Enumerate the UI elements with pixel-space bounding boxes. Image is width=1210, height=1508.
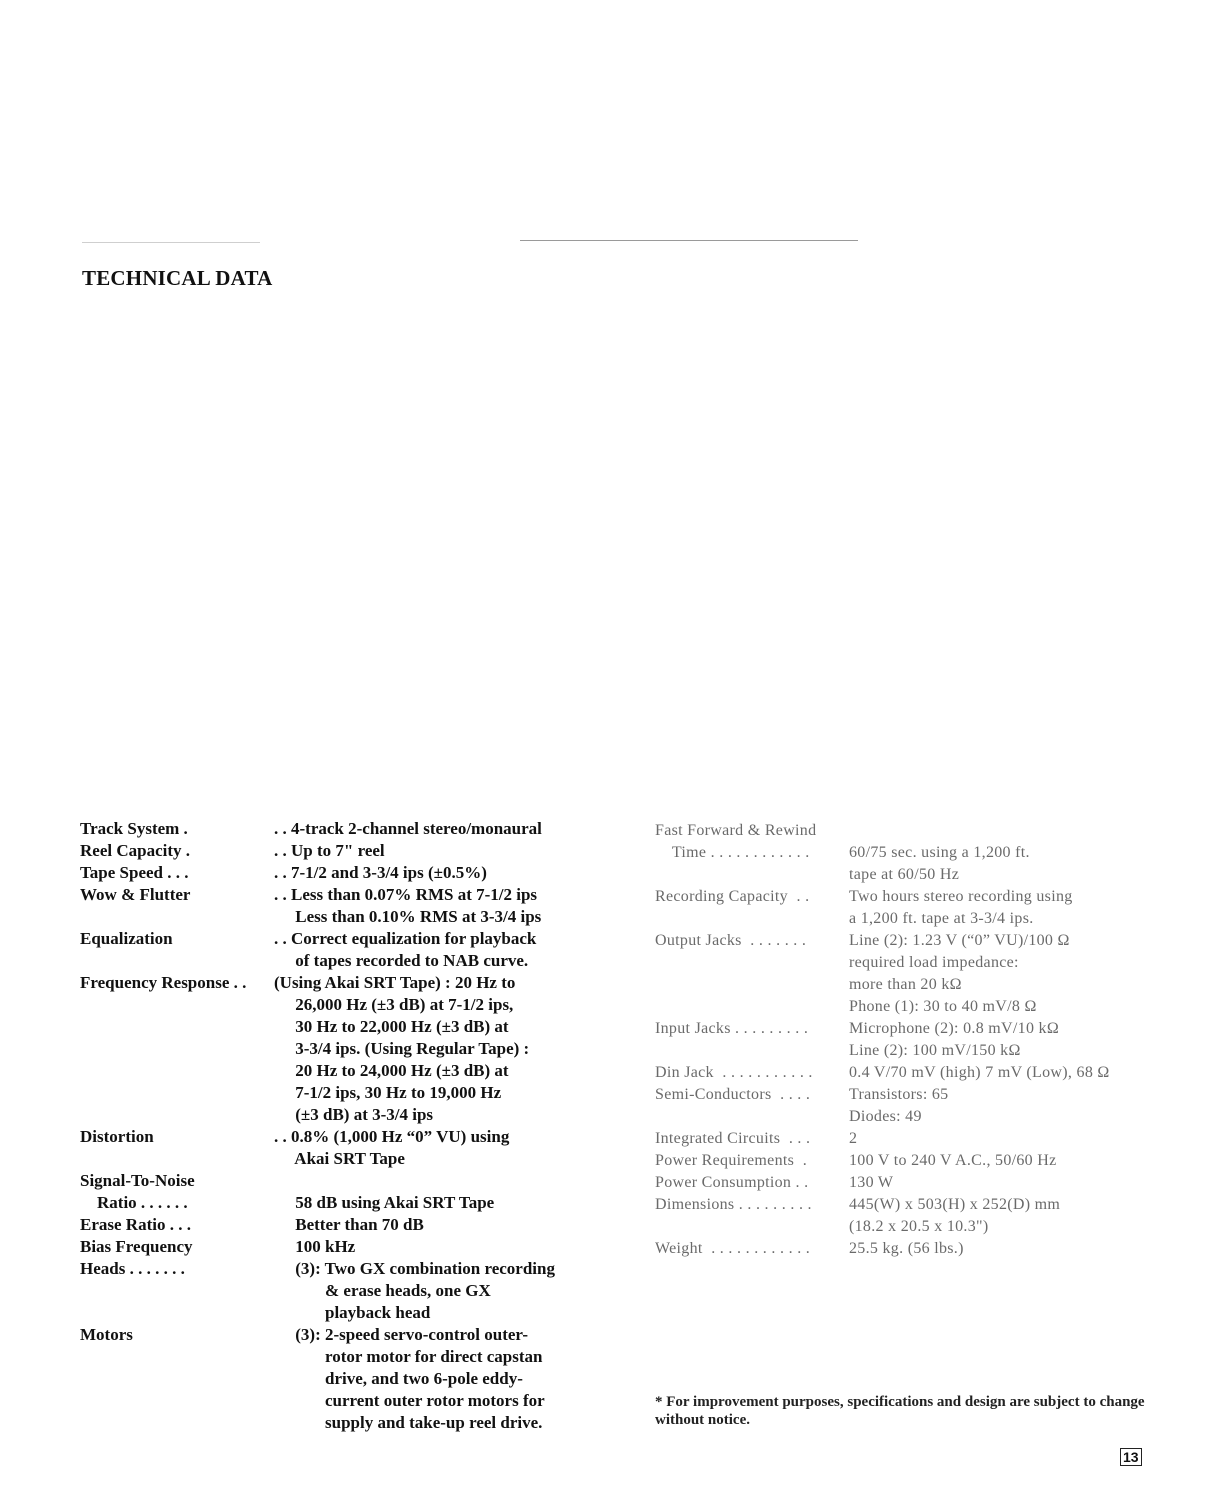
page-title: TECHNICAL DATA xyxy=(82,266,273,290)
spec-value: 2 xyxy=(849,1130,858,1147)
spec-row xyxy=(80,862,600,884)
spec-row xyxy=(80,1214,600,1236)
spec-label: Wow & Flutter xyxy=(80,885,191,904)
spec-value: Less than 0.10% RMS at 3-3/4 ips xyxy=(274,907,542,926)
spec-label: Input Jacks . . . . . . . . . xyxy=(655,1020,809,1037)
spec-value: . . Less than 0.07% RMS at 7-1/2 ips xyxy=(274,885,538,904)
spec-value: 7-1/2 ips, 30 Hz to 19,000 Hz xyxy=(274,1083,502,1102)
spec-label: Dimensions . . . . . . . . . xyxy=(655,1196,812,1213)
spec-value: rotor motor for direct capstan xyxy=(274,1347,543,1366)
spec-value: 58 dB using Akai SRT Tape xyxy=(274,1193,495,1212)
spec-value: playback head xyxy=(274,1303,431,1322)
spec-value: 0.4 V/70 mV (high) 7 mV (Low), 68 Ω xyxy=(849,1064,1110,1081)
footnote: * For improvement purposes, specifications and design are subject to change without notice. xyxy=(655,1394,1145,1428)
spec-value: . . Up to 7" reel xyxy=(274,841,385,860)
spec-row xyxy=(655,1062,1185,1084)
spec-row xyxy=(655,1128,1185,1150)
spec-label: Din Jack . . . . . . . . . . . xyxy=(655,1064,813,1081)
spec-value: & erase heads, one GX xyxy=(274,1281,491,1300)
spec-label: Distortion xyxy=(80,1127,154,1146)
spec-value: 3-3/4 ips. (Using Regular Tape) : xyxy=(274,1039,530,1058)
spec-label: Motors xyxy=(80,1325,133,1344)
spec-value: 25.5 kg. (56 lbs.) xyxy=(849,1240,964,1257)
spec-label: Power Requirements . xyxy=(655,1152,808,1169)
spec-value: (18.2 x 20.5 x 10.3") xyxy=(849,1218,989,1235)
spec-value: 100 V to 240 V A.C., 50/60 Hz xyxy=(849,1152,1057,1169)
spec-value: . . 7-1/2 and 3-3/4 ips (±0.5%) xyxy=(274,863,487,882)
spec-value: 445(W) x 503(H) x 252(D) mm xyxy=(849,1196,1061,1213)
spec-value: Diodes: 49 xyxy=(849,1108,922,1125)
spec-column-right xyxy=(655,820,1185,1260)
spec-value: required load impedance: xyxy=(849,954,1019,971)
spec-value xyxy=(274,1170,600,1192)
spec-value xyxy=(849,820,1185,842)
spec-label: Semi-Conductors . . . . xyxy=(655,1086,811,1103)
spec-value: Akai SRT Tape xyxy=(274,1149,405,1168)
spec-row xyxy=(655,1238,1185,1260)
spec-value: (3): Two GX combination recording xyxy=(274,1259,555,1278)
spec-row xyxy=(80,972,600,1126)
spec-row xyxy=(80,1324,600,1434)
spec-value: Line (2): 1.23 V (“0” VU)/100 Ω xyxy=(849,932,1070,949)
spec-row xyxy=(80,818,600,840)
spec-row xyxy=(80,1258,600,1324)
spec-value: Better than 70 dB xyxy=(274,1215,424,1234)
spec-label: Track System . xyxy=(80,819,188,838)
spec-value: Transistors: 65 xyxy=(849,1086,949,1103)
spec-row xyxy=(80,884,600,928)
spec-row xyxy=(655,1194,1185,1238)
spec-value: . . 4-track 2-channel stereo/monaural xyxy=(274,819,542,838)
spec-label: Weight . . . . . . . . . . . . xyxy=(655,1240,811,1257)
spec-label: Recording Capacity . . xyxy=(655,888,810,905)
spec-value: Phone (1): 30 to 40 mV/8 Ω xyxy=(849,998,1037,1015)
spec-row xyxy=(655,886,1185,930)
spec-row xyxy=(655,1084,1185,1128)
spec-value: Two hours stereo recording using xyxy=(849,888,1073,905)
spec-label: Fast Forward & Rewind xyxy=(655,822,817,839)
spec-label: Tape Speed . . . xyxy=(80,863,189,882)
spec-label: Reel Capacity . xyxy=(80,841,191,860)
spec-label: Signal-To-Noise xyxy=(80,1171,195,1190)
spec-row xyxy=(655,820,1185,842)
spec-row xyxy=(80,1236,600,1258)
spec-label: Integrated Circuits . . . xyxy=(655,1130,811,1147)
spec-row xyxy=(80,1126,600,1170)
spec-value: supply and take-up reel drive. xyxy=(274,1413,543,1432)
spec-row xyxy=(655,1018,1185,1062)
spec-value: Line (2): 100 mV/150 kΩ xyxy=(849,1042,1021,1059)
spec-label: Frequency Response . . xyxy=(80,973,247,992)
spec-row xyxy=(655,930,1185,1018)
spec-label: Erase Ratio . . . xyxy=(80,1215,191,1234)
spec-value: of tapes recorded to NAB curve. xyxy=(274,951,529,970)
spec-value: tape at 60/50 Hz xyxy=(849,866,960,883)
spec-value: current outer rotor motors for xyxy=(274,1391,545,1410)
spec-value: 60/75 sec. using a 1,200 ft. xyxy=(849,844,1030,861)
spec-value: Microphone (2): 0.8 mV/10 kΩ xyxy=(849,1020,1060,1037)
spec-row xyxy=(80,1192,600,1214)
spec-row xyxy=(655,1172,1185,1194)
header-rule-left xyxy=(82,242,260,243)
spec-label: Time . . . . . . . . . . . . xyxy=(655,844,810,861)
spec-label: Power Consumption . . xyxy=(655,1174,809,1191)
header-rule-center xyxy=(520,240,858,241)
spec-value: drive, and two 6-pole eddy- xyxy=(274,1369,523,1388)
spec-value: 130 W xyxy=(849,1174,894,1191)
spec-column-left xyxy=(80,818,600,1434)
spec-label: Equalization xyxy=(80,929,173,948)
spec-label: Bias Frequency xyxy=(80,1237,193,1256)
spec-value: (Using Akai SRT Tape) : 20 Hz to xyxy=(274,973,516,992)
spec-value: . . 0.8% (1,000 Hz “0” VU) using xyxy=(274,1127,510,1146)
spec-row xyxy=(80,840,600,862)
spec-row xyxy=(655,1150,1185,1172)
spec-value: 26,000 Hz (±3 dB) at 7-1/2 ips, xyxy=(274,995,514,1014)
spec-label: Ratio . . . . . . xyxy=(80,1193,188,1212)
spec-value: (±3 dB) at 3-3/4 ips xyxy=(274,1105,434,1124)
spec-label: Output Jacks . . . . . . . xyxy=(655,932,807,949)
spec-value: more than 20 kΩ xyxy=(849,976,962,993)
spec-value: a 1,200 ft. tape at 3-3/4 ips. xyxy=(849,910,1034,927)
spec-value: 30 Hz to 22,000 Hz (±3 dB) at xyxy=(274,1017,509,1036)
spec-row xyxy=(80,928,600,972)
spec-value: 100 kHz xyxy=(274,1237,356,1256)
spec-row xyxy=(80,1170,600,1192)
spec-value: 20 Hz to 24,000 Hz (±3 dB) at xyxy=(274,1061,509,1080)
page-number: 13 xyxy=(1120,1448,1142,1466)
spec-value: . . Correct equalization for playback xyxy=(274,929,537,948)
spec-row xyxy=(655,842,1185,886)
spec-label: Heads . . . . . . . xyxy=(80,1259,185,1278)
spec-value: (3): 2-speed servo-control outer- xyxy=(274,1325,528,1344)
